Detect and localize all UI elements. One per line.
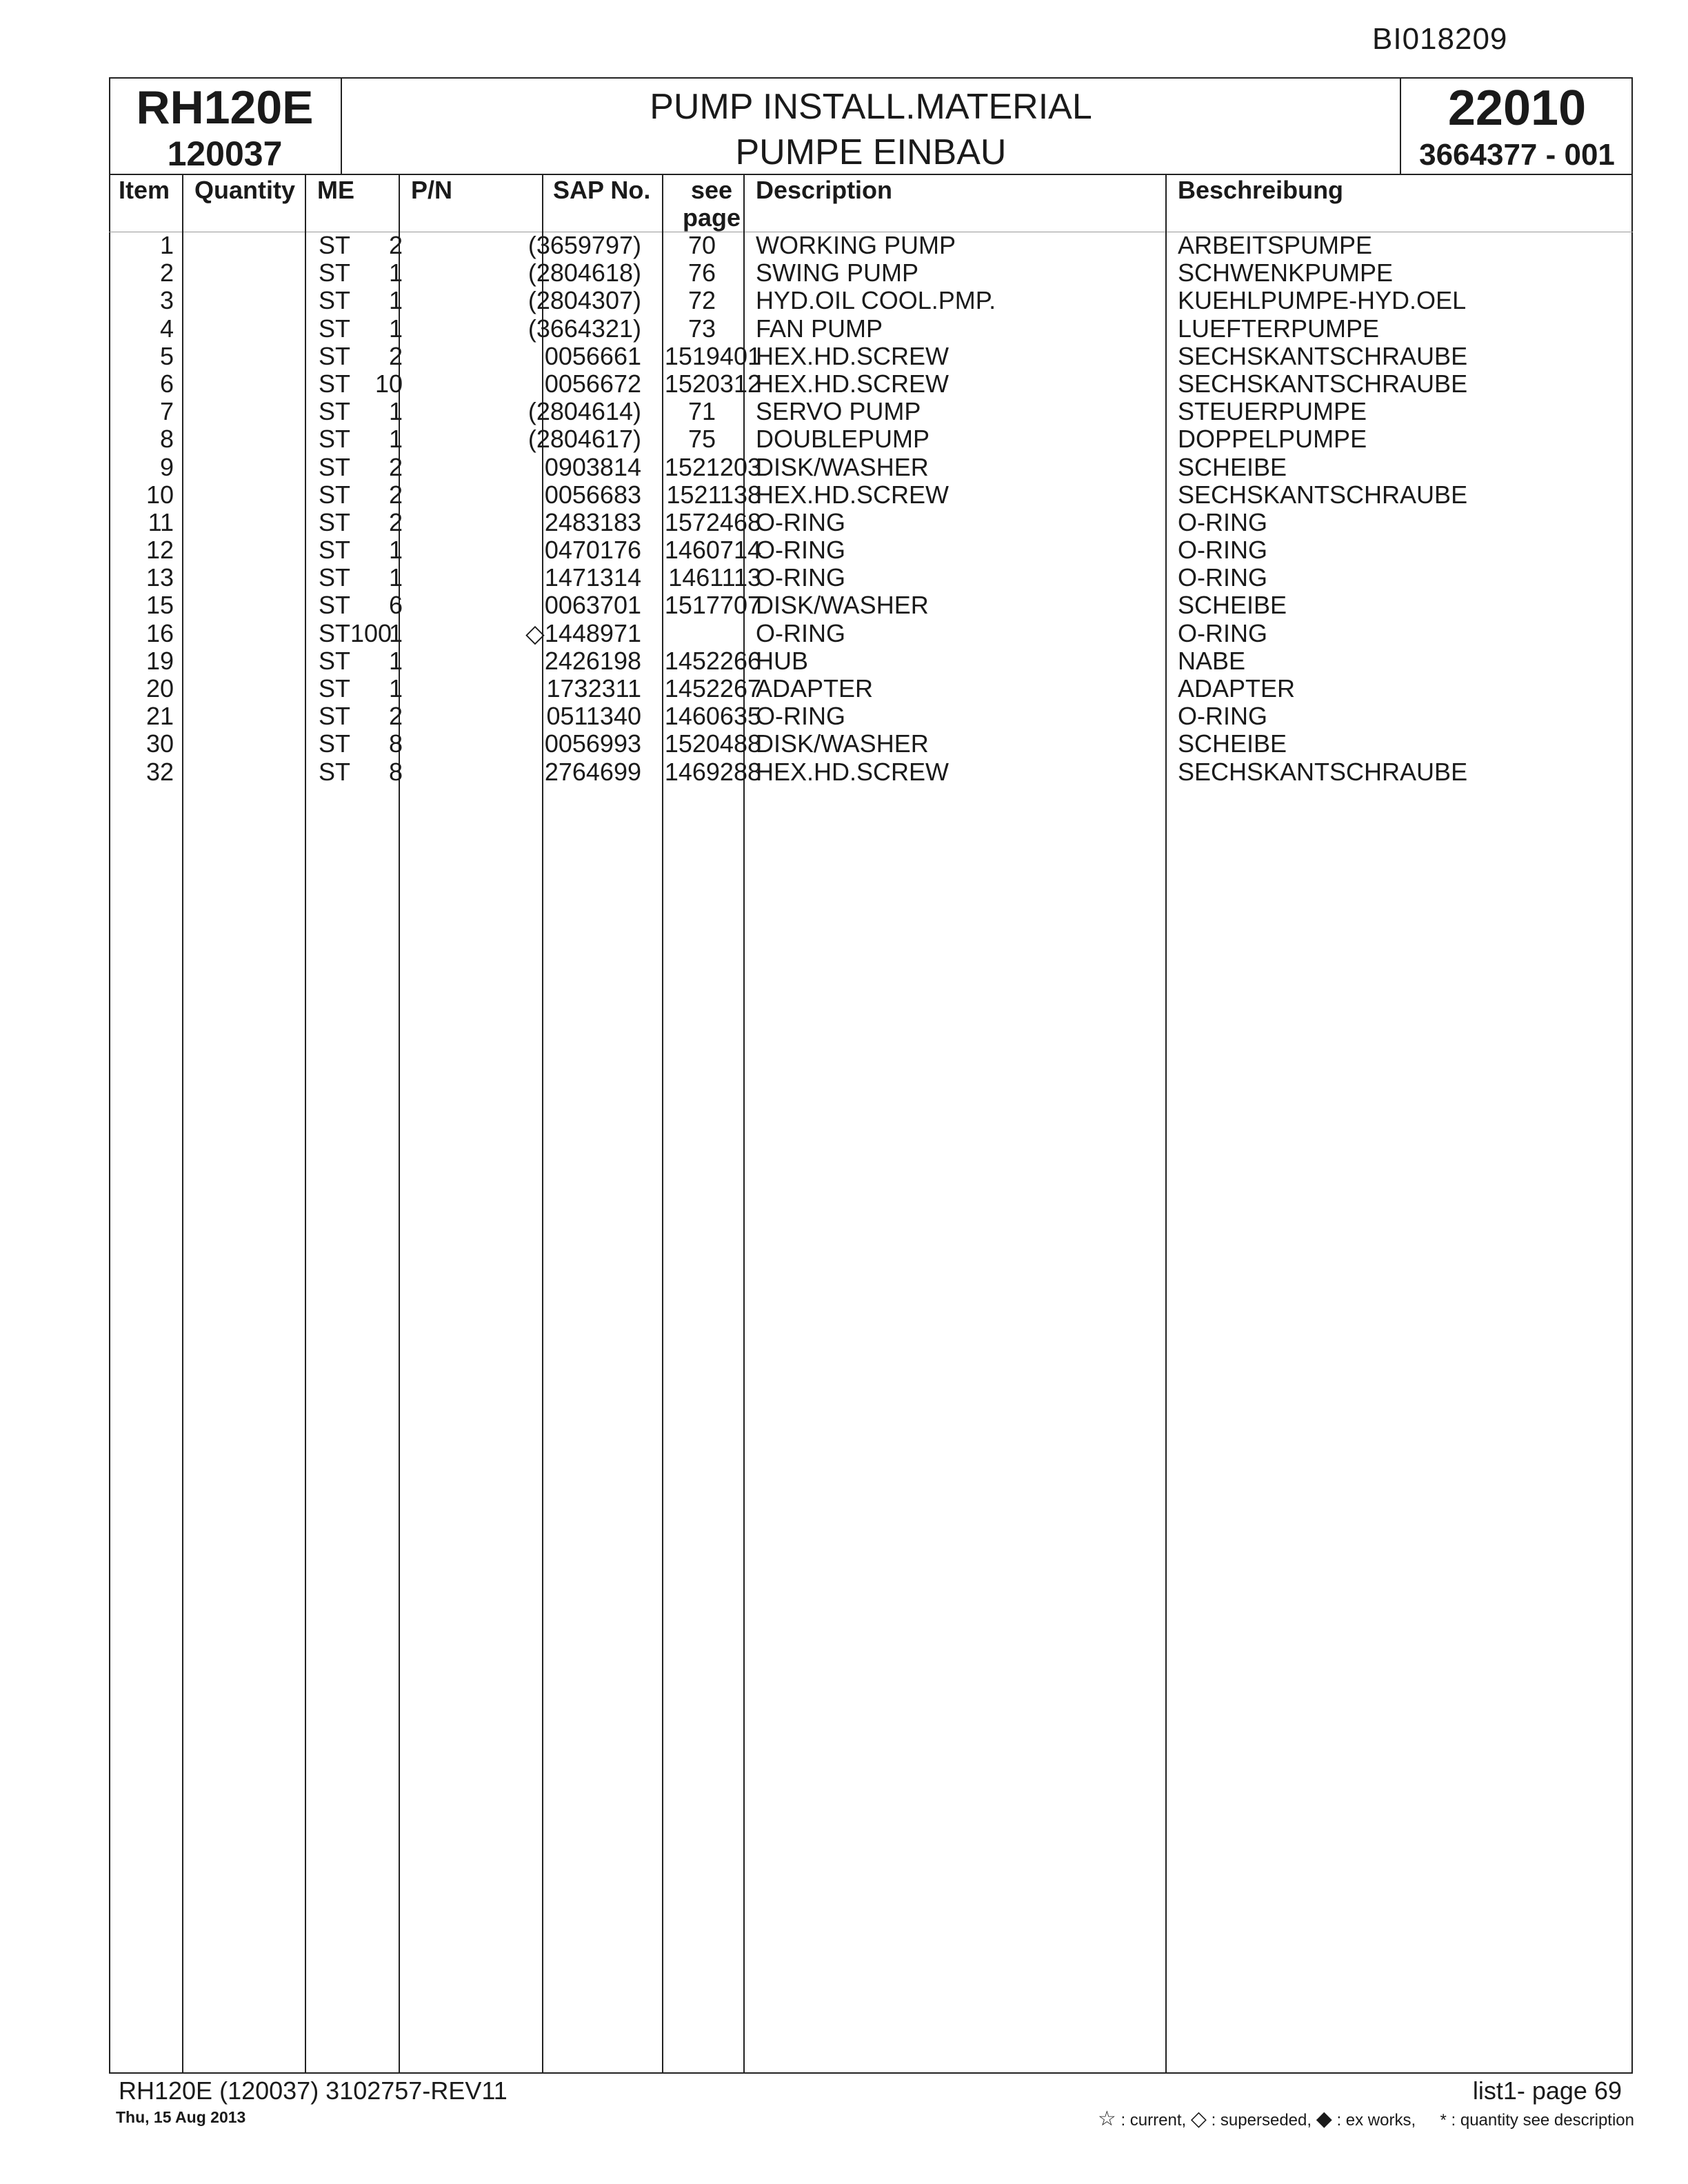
item-cell: 9 [159,452,174,481]
table-row [109,647,1633,675]
beschreibung-cell: SECHSKANTSCHRAUBE [1178,369,1468,398]
part-number-cell: 0056672 [544,369,641,398]
me-cell: ST [319,646,351,675]
beschreibung-cell: ADAPTER [1178,674,1296,702]
description-cell: HYD.OIL COOL.PMP. [756,286,996,315]
quantity-cell: 1 [388,674,403,702]
column-header-me: ME [317,176,354,204]
title-german: PUMPE EINBAU [735,132,1007,172]
item-cell: 2 [159,259,174,287]
sap-number-cell: 1572468 [664,507,761,536]
item-cell: 7 [159,397,174,426]
part-number-cell: (2804307) [528,286,641,315]
beschreibung-cell: O-RING [1178,702,1267,731]
quantity-cell: 2 [388,507,403,536]
part-number-cell: 0056993 [544,729,641,758]
me-cell: ST [319,591,351,620]
footer-date: Thu, 15 Aug 2013 [116,2108,246,2126]
item-cell: 32 [145,757,174,786]
item-cell: 30 [145,729,174,758]
sap-number-cell: 1469288 [664,757,761,786]
part-number-cell: (2804617) [528,425,641,454]
table-row [109,232,1633,259]
group-number: 22010 [1447,81,1587,136]
description-cell: O-RING [756,563,845,592]
part-number-cell: 0063701 [544,591,641,620]
me-cell: ST [319,452,351,481]
item-cell: 10 [145,480,174,509]
quantity-cell: 1 [388,646,403,675]
description-cell: HEX.HD.SCREW [756,480,950,509]
beschreibung-cell: NABE [1178,646,1246,675]
table-row [109,481,1633,509]
table-row [109,536,1633,564]
page-label: page [682,203,741,232]
see-page-cell: 76 [687,259,716,287]
beschreibung-cell: O-RING [1178,536,1267,565]
description-cell: ADAPTER [756,674,874,702]
column-header-beschreibung: Beschreibung [1178,176,1344,204]
beschreibung-cell: O-RING [1178,618,1267,647]
quantity-cell: 2 [388,452,403,481]
description-cell: SWING PUMP [756,259,919,287]
see-page-cell: 71 [687,397,716,426]
sap-number-cell: 1461113 [668,563,761,592]
see-page-cell: 73 [687,314,716,343]
beschreibung-cell: SCHEIBE [1178,591,1287,620]
legend [1098,2107,1634,2131]
column-header-description: Description [756,176,893,204]
column-header-see-page [673,175,750,232]
title-box [342,77,1400,174]
legend-current: : current, [1121,2111,1187,2130]
description-cell: WORKING PUMP [756,231,956,259]
quantity-cell: 8 [388,729,403,758]
sap-number-cell: 1452266 [664,646,761,675]
beschreibung-cell: SCHWENKPUMPE [1178,259,1394,287]
table-row [109,592,1633,619]
table-row [109,315,1633,343]
me-cell: ST [319,397,351,426]
me-cell: ST [319,369,351,398]
table-row [109,398,1633,425]
part-number-cell: 0511340 [546,702,641,731]
me-cell: ST [319,231,351,259]
item-cell: 13 [145,563,174,592]
me-cell: ST [319,674,351,702]
beschreibung-cell: ARBEITSPUMPE [1178,231,1373,259]
description-cell: DISK/WASHER [756,729,929,758]
table-row [109,730,1633,758]
legend-quantity: * : quantity see description [1440,2111,1634,2130]
model-box [109,77,342,174]
description-cell: DOUBLEPUMP [756,425,930,454]
item-cell: 16 [145,618,174,647]
item-cell: 8 [159,425,174,454]
beschreibung-cell: DOPPELPUMPE [1178,425,1367,454]
item-cell: 3 [159,286,174,315]
quantity-cell: 8 [388,757,403,786]
description-cell: HUB [756,646,809,675]
reference-number: 3664377 - 001 [1419,138,1615,172]
table-row [109,259,1633,287]
quantity-cell: 1 [388,397,403,426]
description-cell: DISK/WASHER [756,452,929,481]
description-cell: O-RING [756,536,845,565]
me-cell: ST [319,757,351,786]
parts-table-body [109,232,1633,786]
column-header-sap: SAP No. [553,176,651,204]
star-outline-icon: ☆ [1097,2107,1116,2130]
column-header-pn: P/N [411,176,453,204]
title-english: PUMP INSTALL.MATERIAL [650,87,1092,127]
item-cell: 15 [145,591,174,620]
table-row [109,343,1633,370]
quantity-cell: 10 [374,369,403,398]
me-cell: ST [319,536,351,565]
legend-superseded: : superseded, [1211,2111,1312,2130]
table-row [109,675,1633,702]
diamond-outline-icon: ◇ [1190,2107,1207,2130]
me-cell: ST [319,563,351,592]
part-number-cell: 2764699 [544,757,641,786]
me-cell: ST [319,425,351,454]
quantity-cell: 2 [388,480,403,509]
description-cell: DISK/WASHER [756,591,929,620]
table-row [109,370,1633,398]
table-row [109,287,1633,314]
part-number-cell: 0056661 [544,341,641,370]
me-cell: ST [319,286,351,315]
sap-number-cell: 1452267 [664,674,761,702]
sap-number-cell: 1521203 [664,452,761,481]
sap-number-cell: 1519401 [664,341,761,370]
beschreibung-cell: LUEFTERPUMPE [1178,314,1380,343]
see-page-cell: 70 [687,231,716,259]
part-number-cell: 1471314 [544,563,641,592]
table-row [109,564,1633,592]
item-cell: 12 [145,536,174,565]
quantity-cell: 1 [388,536,403,565]
item-cell: 19 [145,646,174,675]
see-page-cell: 72 [687,286,716,315]
quantity-cell: 1 [388,286,403,315]
part-number-cell: ◇1448971 [525,618,641,647]
quantity-cell: 1 [388,259,403,287]
header-block [109,77,1633,175]
item-cell: 4 [159,314,174,343]
column-header-item: Item [119,176,170,204]
footer-page-number: list1- page 69 [1472,2076,1622,2105]
part-number-cell: 2483183 [544,507,641,536]
beschreibung-cell: SECHSKANTSCHRAUBE [1178,341,1468,370]
me-cell: ST [319,480,351,509]
description-cell: HEX.HD.SCREW [756,341,950,370]
table-row [109,509,1633,536]
sap-number-cell: 1520488 [664,729,761,758]
beschreibung-cell: KUEHLPUMPE-HYD.OEL [1178,286,1467,315]
table-row [109,702,1633,730]
me-cell: ST [319,702,351,731]
table-row [109,758,1633,786]
beschreibung-cell: O-RING [1178,563,1267,592]
part-number-cell: 0056683 [544,480,641,509]
description-cell: O-RING [756,702,845,731]
see-label: see [690,176,733,204]
me-cell: ST [319,259,351,287]
table-row [109,425,1633,453]
description-cell: O-RING [756,618,845,647]
quantity-cell: 2 [388,231,403,259]
column-header-quantity: Quantity [194,176,296,204]
sap-number-cell: 1460714 [664,536,761,565]
table-row [109,620,1633,647]
item-cell: 6 [159,369,174,398]
quantity-cell: 1 [388,618,403,647]
description-cell: O-RING [756,507,845,536]
see-page-cell: 75 [687,425,716,454]
part-number-cell: (2804614) [528,397,641,426]
me-cell: ST [319,729,351,758]
beschreibung-cell: SECHSKANTSCHRAUBE [1178,480,1468,509]
footer-document-reference: RH120E (120037) 3102757-REV11 [119,2076,508,2105]
quantity-cell: 1 [388,314,403,343]
beschreibung-cell: SECHSKANTSCHRAUBE [1178,757,1468,786]
beschreibung-cell: O-RING [1178,507,1267,536]
quantity-cell: 1 [388,563,403,592]
description-cell: HEX.HD.SCREW [756,369,950,398]
sap-number-cell: 1521138 [666,480,761,509]
part-number-cell: (3664321) [528,314,641,343]
beschreibung-cell: STEUERPUMPE [1178,397,1367,426]
diamond-filled-icon: ◆ [1316,2107,1332,2130]
beschreibung-cell: SCHEIBE [1178,452,1287,481]
description-cell: FAN PUMP [756,314,883,343]
part-number-cell: 2426198 [544,646,641,675]
part-number-cell: 1732311 [546,674,641,702]
table-row [109,454,1633,481]
quantity-cell: 6 [388,591,403,620]
sap-number-cell: 1520312 [664,369,761,398]
me-cell: ST100 [319,618,392,647]
item-cell: 11 [148,507,174,536]
part-number-cell: 0470176 [544,536,641,565]
description-cell: HEX.HD.SCREW [756,757,950,786]
item-cell: 5 [159,341,174,370]
item-cell: 1 [159,231,174,259]
beschreibung-cell: SCHEIBE [1178,729,1287,758]
legend-ex-works: : ex works, [1336,2111,1416,2130]
me-cell: ST [319,507,351,536]
sap-number-cell: 1517707 [664,591,761,620]
document-id: BI018209 [1372,22,1508,56]
me-cell: ST [319,341,351,370]
me-cell: ST [319,314,351,343]
part-number-cell: (3659797) [528,231,641,259]
quantity-cell: 2 [388,341,403,370]
part-number-cell: 0903814 [544,452,641,481]
quantity-cell: 1 [388,425,403,454]
part-number-cell: (2804618) [528,259,641,287]
model-name: RH120E [136,81,314,134]
group-box [1400,77,1633,174]
quantity-cell: 2 [388,702,403,731]
item-cell: 20 [145,674,174,702]
item-cell: 21 [145,702,174,731]
description-cell: SERVO PUMP [756,397,921,426]
serial-number: 120037 [167,134,283,173]
sap-number-cell: 1460635 [664,702,761,731]
